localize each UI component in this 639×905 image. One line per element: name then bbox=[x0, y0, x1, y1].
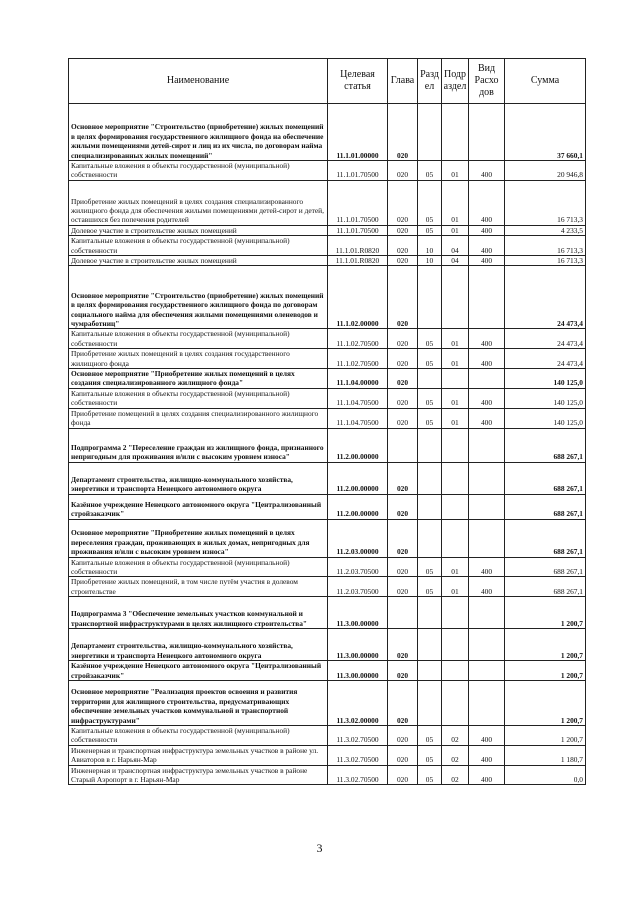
row-expense-type bbox=[469, 462, 505, 494]
row-chapter: 020 bbox=[388, 494, 418, 519]
budget-table bbox=[68, 58, 586, 785]
row-article: 11.1.02.00000 bbox=[328, 266, 388, 329]
row-name: Подпрограмма 3 "Обеспечение земельных участков коммунальной и транспортной инфраструктурами в целях жилищного строительства" bbox=[69, 597, 328, 629]
row-chapter: 020 bbox=[388, 236, 418, 256]
row-article: 11.2.03.70500 bbox=[328, 557, 388, 577]
row-subsection: 01 bbox=[442, 349, 469, 369]
row-chapter: 020 bbox=[388, 557, 418, 577]
row-name: Инженерная и транспортная инфраструктура земельных участков в районе Старый Аэропорт в г. Нарьян-Мар bbox=[69, 765, 328, 785]
row-section: 10 bbox=[418, 256, 442, 266]
row-article: 11.1.04.70500 bbox=[328, 408, 388, 428]
row-section: 05 bbox=[418, 161, 442, 181]
row-chapter bbox=[388, 428, 418, 462]
row-subsection bbox=[442, 519, 469, 557]
row-name: Капитальные вложения в объекты государственной (муниципальной) собственности bbox=[69, 161, 328, 181]
row-chapter: 020 bbox=[388, 519, 418, 557]
row-name: Приобретение жилых помещений в целях создания государственного жилищного фонда bbox=[69, 349, 328, 369]
row-section bbox=[418, 462, 442, 494]
row-amount: 1 200,7 bbox=[505, 629, 586, 661]
row-article: 11.3.02.00000 bbox=[328, 680, 388, 725]
row-chapter: 020 bbox=[388, 725, 418, 745]
row-subsection: 01 bbox=[442, 329, 469, 349]
row-article: 11.1.02.70500 bbox=[328, 329, 388, 349]
row-section: 05 bbox=[418, 349, 442, 369]
row-name: Основное мероприятие "Приобретение жилых помещений в целях создания специализированного жилищного фонда" bbox=[69, 369, 328, 389]
row-chapter: 020 bbox=[388, 256, 418, 266]
row-expense-type: 400 bbox=[469, 725, 505, 745]
table-row bbox=[69, 369, 586, 389]
row-chapter: 020 bbox=[388, 680, 418, 725]
row-expense-type bbox=[469, 661, 505, 681]
table-row bbox=[69, 329, 586, 349]
row-section: 10 bbox=[418, 236, 442, 256]
row-chapter bbox=[388, 597, 418, 629]
row-article: 11.3.02.70500 bbox=[328, 745, 388, 765]
row-subsection bbox=[442, 661, 469, 681]
table-row bbox=[69, 266, 586, 329]
row-name: Казённое учреждение Ненецкого автономного округа "Централизованный стройзаказчик" bbox=[69, 661, 328, 681]
row-section bbox=[418, 104, 442, 161]
row-name: Департамент строительства, жилищно-коммунального хозяйства, энергетики и транспорта Ненецкого автономного округа bbox=[69, 462, 328, 494]
row-expense-type: 400 bbox=[469, 225, 505, 235]
table-row bbox=[69, 104, 586, 161]
row-expense-type: 400 bbox=[469, 236, 505, 256]
row-amount: 4 233,5 bbox=[505, 225, 586, 235]
row-article: 11.2.00.00000 bbox=[328, 428, 388, 462]
row-subsection: 01 bbox=[442, 180, 469, 225]
row-section bbox=[418, 629, 442, 661]
row-article: 11.1.02.70500 bbox=[328, 349, 388, 369]
table-header-row bbox=[69, 59, 586, 104]
row-subsection bbox=[442, 104, 469, 161]
table-row bbox=[69, 236, 586, 256]
row-amount: 1 200,7 bbox=[505, 725, 586, 745]
row-article: 11.2.00.00000 bbox=[328, 494, 388, 519]
row-name: Департамент строительства, жилищно-коммунального хозяйства, энергетики и транспорта Ненецкого автономного округа bbox=[69, 629, 328, 661]
table-row bbox=[69, 745, 586, 765]
row-article: 11.1.01.R0820 bbox=[328, 256, 388, 266]
row-amount: 688 267,1 bbox=[505, 519, 586, 557]
row-section: 05 bbox=[418, 388, 442, 408]
row-expense-type bbox=[469, 629, 505, 661]
row-article: 11.2.03.00000 bbox=[328, 519, 388, 557]
row-subsection bbox=[442, 266, 469, 329]
table-row bbox=[69, 462, 586, 494]
row-amount: 1 200,7 bbox=[505, 661, 586, 681]
row-subsection: 04 bbox=[442, 236, 469, 256]
row-chapter: 020 bbox=[388, 462, 418, 494]
row-name: Долевое участие в строительстве жилых помещений bbox=[69, 256, 328, 266]
row-subsection bbox=[442, 428, 469, 462]
row-subsection: 02 bbox=[442, 745, 469, 765]
row-chapter: 020 bbox=[388, 629, 418, 661]
row-article: 11.3.02.70500 bbox=[328, 765, 388, 785]
table-row bbox=[69, 597, 586, 629]
table-row bbox=[69, 428, 586, 462]
row-section bbox=[418, 266, 442, 329]
row-amount: 140 125,0 bbox=[505, 388, 586, 408]
row-section: 05 bbox=[418, 408, 442, 428]
row-subsection bbox=[442, 494, 469, 519]
table-row bbox=[69, 388, 586, 408]
table-row bbox=[69, 661, 586, 681]
row-subsection: 02 bbox=[442, 725, 469, 745]
row-subsection: 01 bbox=[442, 225, 469, 235]
header-expense-type: Вид Расхо дов bbox=[469, 59, 505, 104]
row-name: Основное мероприятие "Приобретение жилых помещений в целях переселения граждан, проживающих в жилых домах, непригодных для проживания и/или с высоким уровнем износа" bbox=[69, 519, 328, 557]
row-section bbox=[418, 428, 442, 462]
row-name: Основное мероприятие "Строительство (приобретение) жилых помещений в целях формирования государственного жилищного фонда на обеспечение жилыми помещениями детей-сирот и лиц из их числа, по договорам найма специализированных жилых помещений" bbox=[69, 104, 328, 161]
row-section bbox=[418, 680, 442, 725]
header-chapter: Глава bbox=[388, 59, 418, 104]
table-row bbox=[69, 161, 586, 181]
row-expense-type: 400 bbox=[469, 349, 505, 369]
row-article: 11.1.04.00000 bbox=[328, 369, 388, 389]
row-article: 11.3.00.00000 bbox=[328, 629, 388, 661]
row-chapter: 020 bbox=[388, 266, 418, 329]
row-article: 11.1.01.00000 bbox=[328, 104, 388, 161]
row-amount: 688 267,1 bbox=[505, 494, 586, 519]
table-row bbox=[69, 765, 586, 785]
row-expense-type bbox=[469, 519, 505, 557]
row-section: 05 bbox=[418, 577, 442, 597]
header-name: Наименование bbox=[69, 59, 328, 104]
table-body bbox=[69, 104, 586, 785]
row-subsection: 01 bbox=[442, 161, 469, 181]
row-subsection: 04 bbox=[442, 256, 469, 266]
row-amount: 24 473,4 bbox=[505, 349, 586, 369]
row-section bbox=[418, 661, 442, 681]
row-amount: 20 946,8 bbox=[505, 161, 586, 181]
table-row bbox=[69, 577, 586, 597]
row-article: 11.1.01.70500 bbox=[328, 225, 388, 235]
row-subsection: 01 bbox=[442, 577, 469, 597]
header-article: Целевая статья bbox=[328, 59, 388, 104]
row-section bbox=[418, 494, 442, 519]
row-expense-type: 400 bbox=[469, 765, 505, 785]
table-row bbox=[69, 349, 586, 369]
row-expense-type: 400 bbox=[469, 557, 505, 577]
row-section: 05 bbox=[418, 225, 442, 235]
row-chapter: 020 bbox=[388, 180, 418, 225]
row-expense-type bbox=[469, 494, 505, 519]
row-article: 11.1.01.R0820 bbox=[328, 236, 388, 256]
table-row bbox=[69, 180, 586, 225]
row-subsection: 01 bbox=[442, 557, 469, 577]
row-chapter: 020 bbox=[388, 388, 418, 408]
row-expense-type bbox=[469, 104, 505, 161]
row-expense-type: 400 bbox=[469, 329, 505, 349]
row-subsection: 02 bbox=[442, 765, 469, 785]
row-subsection: 01 bbox=[442, 408, 469, 428]
row-amount: 24 473,4 bbox=[505, 329, 586, 349]
table-row bbox=[69, 519, 586, 557]
row-chapter: 020 bbox=[388, 408, 418, 428]
row-name: Капитальные вложения в объекты государственной (муниципальной) собственности bbox=[69, 329, 328, 349]
row-name: Капитальные вложения в объекты государственной (муниципальной) собственности bbox=[69, 725, 328, 745]
row-expense-type: 400 bbox=[469, 408, 505, 428]
row-expense-type bbox=[469, 597, 505, 629]
row-subsection bbox=[442, 680, 469, 725]
row-article: 11.3.00.00000 bbox=[328, 597, 388, 629]
row-name: Капитальные вложения в объекты государственной (муниципальной) собственности bbox=[69, 388, 328, 408]
row-amount: 24 473,4 bbox=[505, 266, 586, 329]
row-expense-type bbox=[469, 428, 505, 462]
row-subsection bbox=[442, 369, 469, 389]
row-chapter: 020 bbox=[388, 329, 418, 349]
row-chapter: 020 bbox=[388, 765, 418, 785]
row-name: Приобретение жилых помещений в целях создания специализированного жилищного фонда для обеспечения жилыми помещениями детей-сирот и детей, оставшихся без попечения родителей bbox=[69, 180, 328, 225]
row-chapter: 020 bbox=[388, 161, 418, 181]
row-chapter: 020 bbox=[388, 104, 418, 161]
row-article: 11.1.01.70500 bbox=[328, 180, 388, 225]
row-name: Инженерная и транспортная инфраструктура земельных участков в районе ул. Авиаторов в г. Нарьян-Мар bbox=[69, 745, 328, 765]
row-amount: 16 713,3 bbox=[505, 180, 586, 225]
row-subsection: 01 bbox=[442, 388, 469, 408]
row-expense-type bbox=[469, 369, 505, 389]
row-amount: 1 180,7 bbox=[505, 745, 586, 765]
row-section bbox=[418, 597, 442, 629]
row-section: 05 bbox=[418, 329, 442, 349]
row-article: 11.1.04.70500 bbox=[328, 388, 388, 408]
row-section: 05 bbox=[418, 765, 442, 785]
row-chapter: 020 bbox=[388, 577, 418, 597]
row-expense-type bbox=[469, 680, 505, 725]
table-row bbox=[69, 408, 586, 428]
row-expense-type bbox=[469, 266, 505, 329]
table-row bbox=[69, 680, 586, 725]
row-name: Основное мероприятие "Строительство (приобретение) жилых помещений в целях формирования государственного жилищного фонда по договорам социального найма для обеспечения жилыми помещениями оленеводов и чумработниц" bbox=[69, 266, 328, 329]
row-section bbox=[418, 519, 442, 557]
row-section bbox=[418, 369, 442, 389]
row-amount: 688 267,1 bbox=[505, 557, 586, 577]
row-name: Капитальные вложения в объекты государственной (муниципальной) собственности bbox=[69, 557, 328, 577]
row-name: Приобретение жилых помещений, в том числе путём участия в долевом строительстве bbox=[69, 577, 328, 597]
table-row bbox=[69, 256, 586, 266]
row-expense-type: 400 bbox=[469, 388, 505, 408]
row-section: 05 bbox=[418, 180, 442, 225]
row-name: Приобретение помещений в целях создания специализированного жилищного фонда bbox=[69, 408, 328, 428]
row-section: 05 bbox=[418, 725, 442, 745]
row-article: 11.1.01.70500 bbox=[328, 161, 388, 181]
row-name: Капитальные вложения в объекты государственной (муниципальной) собственности bbox=[69, 236, 328, 256]
row-article: 11.2.03.70500 bbox=[328, 577, 388, 597]
row-expense-type: 400 bbox=[469, 577, 505, 597]
row-article: 11.3.00.00000 bbox=[328, 661, 388, 681]
row-amount: 688 267,1 bbox=[505, 577, 586, 597]
row-chapter: 020 bbox=[388, 661, 418, 681]
row-chapter: 020 bbox=[388, 225, 418, 235]
header-section: Разд ел bbox=[418, 59, 442, 104]
row-name: Долевое участие в строительстве жилых помещений bbox=[69, 225, 328, 235]
row-subsection bbox=[442, 597, 469, 629]
page-number: 3 bbox=[316, 841, 323, 855]
row-expense-type: 400 bbox=[469, 745, 505, 765]
row-expense-type: 400 bbox=[469, 256, 505, 266]
row-amount: 37 660,1 bbox=[505, 104, 586, 161]
row-expense-type: 400 bbox=[469, 161, 505, 181]
row-subsection bbox=[442, 629, 469, 661]
row-chapter: 020 bbox=[388, 349, 418, 369]
row-name: Казённое учреждение Ненецкого автономного округа "Централизованный стройзаказчик" bbox=[69, 494, 328, 519]
header-amount: Сумма bbox=[505, 59, 586, 104]
row-amount: 1 200,7 bbox=[505, 680, 586, 725]
row-amount: 688 267,1 bbox=[505, 428, 586, 462]
row-chapter: 020 bbox=[388, 369, 418, 389]
row-name: Основное мероприятие "Реализация проектов освоения и развития территории для жилищного строительства, предусматривающих обеспечение земельных участков коммунальной и транспортной инфраструктурами" bbox=[69, 680, 328, 725]
row-expense-type: 400 bbox=[469, 180, 505, 225]
table-row bbox=[69, 629, 586, 661]
row-section: 05 bbox=[418, 557, 442, 577]
row-amount: 0,0 bbox=[505, 765, 586, 785]
row-article: 11.3.02.70500 bbox=[328, 725, 388, 745]
table-row bbox=[69, 557, 586, 577]
row-amount: 140 125,0 bbox=[505, 369, 586, 389]
row-amount: 1 200,7 bbox=[505, 597, 586, 629]
row-section: 05 bbox=[418, 745, 442, 765]
table-row bbox=[69, 225, 586, 235]
row-name: Подпрограмма 2 "Переселение граждан из жилищного фонда, признанного непригодным для проживания и/или с высоким уровнем износа" bbox=[69, 428, 328, 462]
table-row bbox=[69, 725, 586, 745]
row-amount: 140 125,0 bbox=[505, 408, 586, 428]
row-amount: 688 267,1 bbox=[505, 462, 586, 494]
row-amount: 16 713,3 bbox=[505, 236, 586, 256]
row-subsection bbox=[442, 462, 469, 494]
header-subsection: Подр аздел bbox=[442, 59, 469, 104]
row-amount: 16 713,3 bbox=[505, 256, 586, 266]
table-row bbox=[69, 494, 586, 519]
row-chapter: 020 bbox=[388, 745, 418, 765]
row-article: 11.2.00.00000 bbox=[328, 462, 388, 494]
